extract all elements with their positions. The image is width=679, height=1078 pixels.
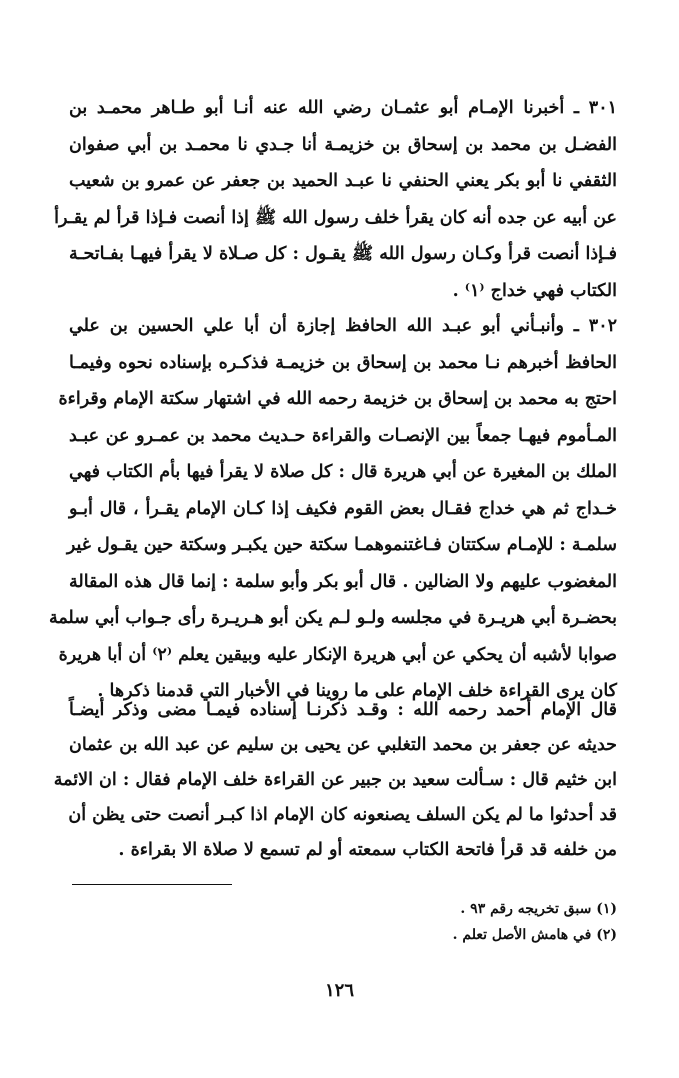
text-line: المـأموم فيهـا جمعاً بين الإنصـات والقراءة حـديث محمد بن عمـرو عن عبـد	[69, 425, 617, 446]
text-line: ٣٠١ ـ أخبرنا الإمـام أبو عثمـان رضي الله عنه أنـا أبو طـاهر محمـد بن	[69, 98, 617, 118]
text-line: المغضوب عليهم ولا الضالين . قال أبو بكر وأبو سلمة : إنما قال هذه المقالة	[69, 571, 617, 592]
footnotes	[69, 896, 617, 948]
paragraph-hadith-302	[48, 308, 617, 710]
text-line: صوابا لأشبه أن يحكي عن أبي هريرة الإنكار عليه وبيقين يعلم ⁽٢⁾ أن أبا هريرة	[58, 644, 617, 665]
text-line: عن أبيه عن جده أنه كان يقرأ خلف رسول الله ﷺ إذا أنصت فـإذا قرأ لم يقـرأ	[54, 207, 617, 228]
text-line: الثقفي نا أبو بكر يعني الحنفي نا عبـد الحميد بن جعفر عن عمرو بن شعيب	[69, 171, 617, 191]
text-line: حديثه عن جعفر بن محمد التغلبي عن يحيى بن سليم عن عبد الله بن عثمان	[69, 735, 617, 755]
text-line: سلمـة : للإمـام سكتتان فـاغتنموهمـا سكتة حين يكبـر وسكتة حين يقـول غير	[66, 535, 617, 555]
text-line: قد أحدثوا ما لم يكن السلف يصنعونه كان الإمام اذا كبـر أنصت حتى يظن أن	[68, 805, 617, 825]
footnote-divider	[72, 884, 232, 885]
text-line: الكتاب فهي خداج ⁽١⁾ .	[452, 280, 617, 301]
paragraph-imam-ahmad-comment	[53, 693, 617, 868]
text-line: الحافظ أخبرهم نـا محمد بن إسحاق بن خزيمـة فذكـره بإسناده نحوه وفيمـا	[69, 352, 617, 373]
footnote-2: (٢) في هامش الأصل تعلم .	[452, 927, 617, 943]
page-number: ١٢٦	[324, 980, 354, 1001]
text-line: كان يرى القراءة خلف الإمام على ما روينا في الأخبار التي قدمنا ذكرها .	[97, 681, 617, 701]
text-line: فـإذا أنصت قرأ وكـان رسول الله ﷺ يقـول : كل صـلاة لا يقرأ فيهـا بفـاتحـة	[69, 244, 617, 264]
text-line: ٣٠٢ ـ وأنبـأني أبو عبـد الله الحافظ إجازة أن أبا علي الحسين بن علي	[69, 316, 617, 336]
text-line: قال الإمام أحمد رحمه الله : وقـد ذكرنـا إسناده فيمـا مضى وذكر أيضـاً	[69, 700, 617, 720]
footnote-1: (١) سبق تخريجه رقم ٩٣ .	[460, 901, 617, 917]
paragraph-hadith-301	[54, 90, 617, 309]
text-line: احتج به محمد بن إسحاق بن خزيمة رحمه الله في اشتهار سكتة الإمام وقراءة	[58, 389, 617, 409]
text-line: الفضـل بن محمد بن إسحاق بن خزيمـة أنا جـدي نا محمـد بن أبي صفوان	[69, 134, 617, 155]
text-line: الملك بن المغيرة عن أبي هريرة قال : كل صلاة لا يقرأ فيها بأم الكتاب فهي	[69, 462, 617, 482]
text-line: من خلفه قد قرأ فاتحة الكتاب سمعته أو لم تسمع لا صلاة الا بقراءة .	[118, 840, 617, 860]
text-line: خـداج ثم هي خداج فقـال بعض القوم فكيف إذا كـان الإمام يقـرأ ، قال أبـو	[69, 498, 617, 519]
text-line: بحضـرة أبي هريـرة في مجلسه ولـو لـم يكن أبو هـريـرة رأى جـواب أبي سلمة	[48, 608, 617, 628]
text-line: ابن خثيم قال : سـألت سعيد بن جبير عن القراءة خلف الإمام فقال : ان الائمة	[53, 770, 617, 790]
